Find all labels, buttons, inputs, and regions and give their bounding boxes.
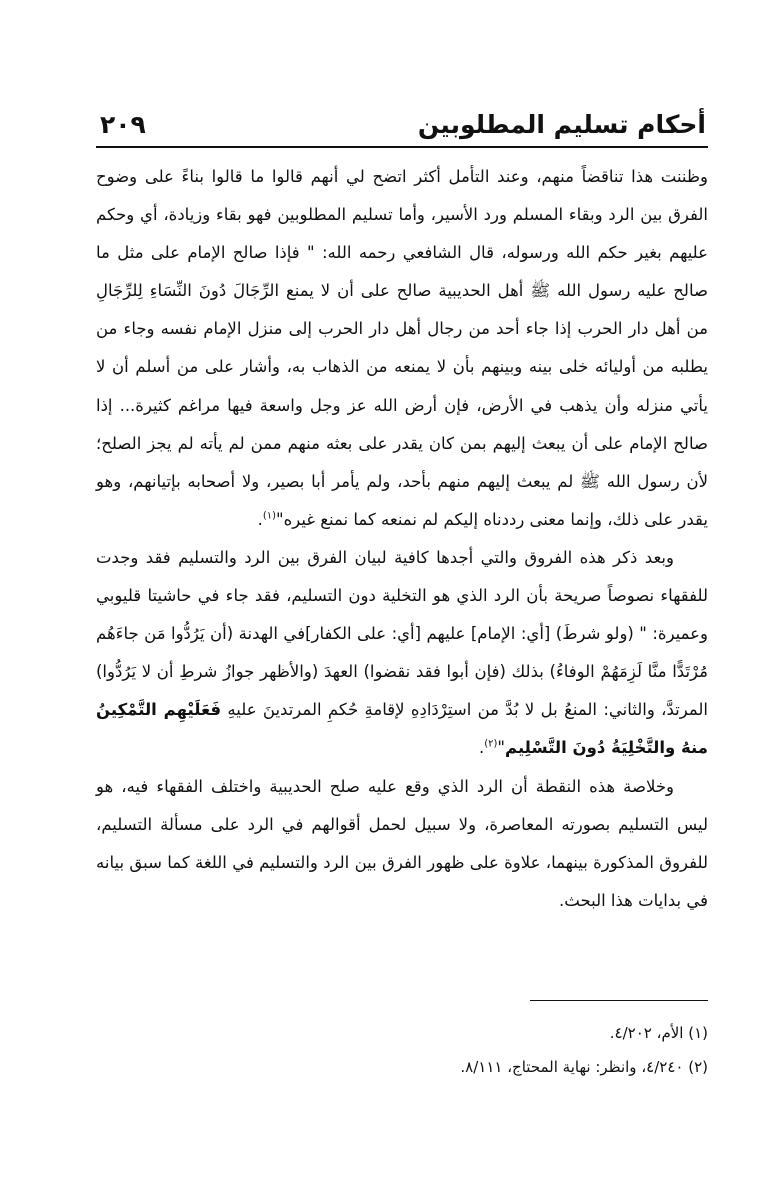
footnote-ref-1: (١): [262, 510, 277, 522]
page-number: ٢٠٩: [100, 110, 146, 139]
paragraph-1: وظننت هذا تناقضاً منهم، وعند التأمل أكثر اتضح لي أنهم قالوا ما قالوا بناءً على وضوح الفرق بين الرد وبقاء المسلم ورد الأسير، وأما تسليم المطلوبين فهو بقاء وزيادة، أي وحكم عليهم بغير حكم الله ورسوله، قال الشافعي رحمه الله: " فإذا صالح الإمام على مثل ما صالح عليه رسول الله ﷺ أهل الحديبية صالح على أن لا يمنع الرِّجَالَ دُونَ النِّسَاءِ لِلرِّجَالِ من أهل دار الحرب إذا جاء أحد من رجال أهل دار الحرب إلى منزل الإمام نفسه وجاء من يطلبه من أوليائه خلى بينه وبينهم بأن لا يمنعه من الذهاب به، وأشار على من أسلم أن لا يأتي منزله وأن يذهب في الأرض، فإن أرض الله عز وجل واسعة فيها مراغم كثيرة... إذا صالح الإمام على أن يبعث إليهم بمن كان يقدر على بعثه منهم ممن لم يأته لم يجز الصلح؛ لأن رسول الله ﷺ لم يبعث إليهم منهم بأحد، ولم يأمر أبا بصير، ولا أصحابه بإتيانهم، وهو يقدر على ذلك، وإنما معنى رددناه إليكم لم نمنعه كما نمنع غيره"$^{(١)}$.: [96, 167, 708, 529]
footnotes: [96, 1016, 708, 1084]
header-divider: [96, 146, 708, 148]
footnote-ref-2: (٢): [484, 738, 498, 750]
footnote-2: (٢) ٤/٢٤٠، وانظر: نهاية المحتاج، ٨/١١١.: [460, 1058, 708, 1076]
footnote-1: (١) الأم، ٤/٢٠٢.: [609, 1024, 708, 1042]
paragraph-3: وخلاصة هذه النقطة أن الرد الذي وقع عليه صلح الحديبية واختلف الفقهاء فيه، هو ليس التسليم بصورته المعاصرة، ولا سبيل لحمل أقوالهم في الرد على مسألة التسليم، للفروق المذكورة بينهما، علاوة على ظهور الفرق بين الرد والتسليم في اللغة كما سبق بيانه في بدايات هذا البحث.: [96, 776, 708, 910]
paragraph-2-text: وبعد ذكر هذه الفروق والتي أجدها كافية لبيان الفرق بين الرد والتسليم فقد وجدت للفقهاء نصوصاً صريحة بأن الرد الذي هو التخلية دون التسليم، فقد جاء في حاشيتا قليوبي وعميرة: " (ولو شرطَ) [أي: الإمام] عليهم [أي: على الكفار]في الهدنة (أن يَرُدُّوا مَن جاءَهُم مُرْتَدًّا منَّا لَزِمَهُمْ الوفاءُ) بذلك (فإن أبوا فقد نقضوا) العهدَ (والأظهر جوازُ شرطِ أن لا يَرُدُّوا) المرتدَّ، والثاني: المنعُ بل لا بُدَّ من استِرْدَادِهِ لإقامةِ حُكمِ المرتدينَ عليهِ: [96, 547, 708, 720]
running-title: أحكام تسليم المطلوبين: [417, 110, 706, 139]
page-header: [96, 106, 706, 146]
paragraph-2-end: .: [478, 738, 485, 758]
paragraph-1-text: وظننت هذا تناقضاً منهم، وعند التأمل أكثر اتضح لي أنهم قالوا ما قالوا بناءً على وضوح الفرق بين الرد وبقاء المسلم ورد الأسير، وأما تسليم المطلوبين فهو بقاء وزيادة، أي وحكم عليهم بغير حكم الله ورسوله، قال الشافعي رحمه الله: " فإذا صالح الإمام على مثل ما صالح عليه رسول الله ﷺ أهل الحديبية صالح على أن لا يمنع الرِّجَالَ دُونَ النِّسَاءِ لِلرِّجَالِ من أهل دار الحرب إذا جاء أحد من رجال أهل دار الحرب إلى منزل الإمام نفسه وجاء من يطلبه من أوليائه خلى بينه وبينهم بأن لا يمنعه من الذهاب به، وأشار على من أسلم أن لا يأتي منزله وأن يذهب في الأرض، فإن أرض الله عز وجل واسعة فيها مراغم كثيرة... إذا صالح الإمام على أن يبعث إليهم بمن كان يقدر على بعثه منهم ممن لم يأته لم يجز الصلح؛ لأن رسول الله ﷺ لم يبعث إليهم منهم بأحد، ولم يأمر أبا بصير، ولا أصحابه بإتيانهم، وهو يقدر على ذلك، وإنما معنى رددناه إليكم لم نمنعه كما نمنع غيره": [96, 167, 708, 529]
footnote-divider: [530, 1000, 708, 1001]
main-text: [96, 158, 708, 920]
paragraph-2: [96, 539, 708, 768]
paragraph-2-close-quote: ": [497, 738, 505, 758]
paragraph-2-emphasis: فَعَلَيْهِم التَّمْكِينُ منهُ والتَّخْلِيَةُ دُونَ التَّسْلِيم: [96, 700, 708, 758]
